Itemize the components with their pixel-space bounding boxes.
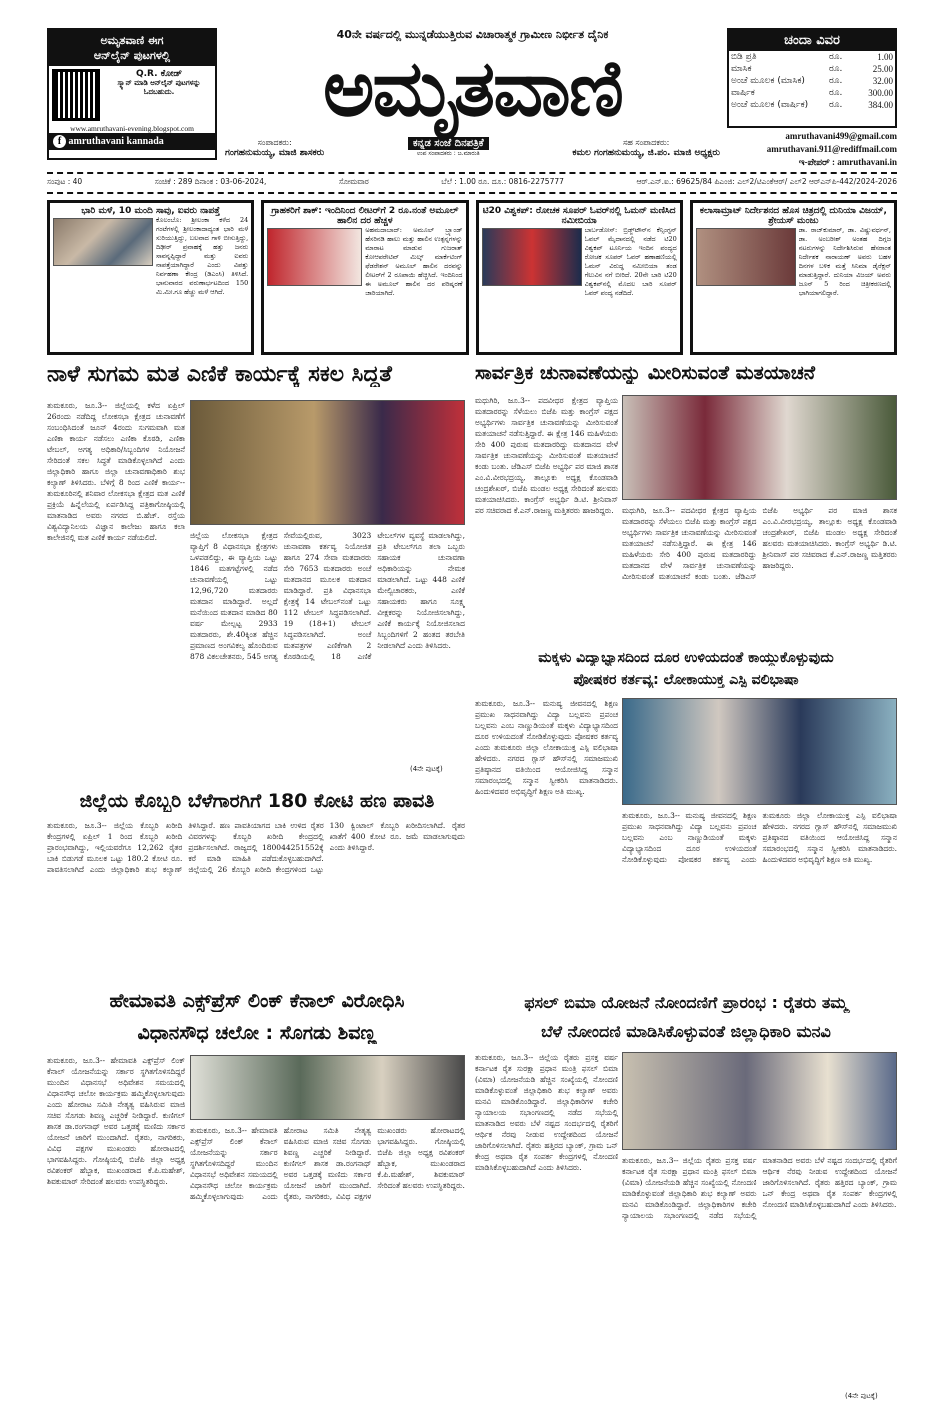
rate-amount: 384.00 (868, 100, 893, 110)
campaign-body: ಮಧುಗಿರಿ, ಜೂ.3-- ಪದವೀಧರ ಕ್ಷೇತ್ರದ ವ್ಯಾಪ್ತಿಯ ಮತದಾರರನ್ನು ಸೆಳೆಯಲು ಬಿಜೆಪಿ ಮತ್ತು ಕಾಂಗ್ರೆಸ್ ಪಕ್ಷದ ಅಭ್ಯರ್ಥಿಗಳು ಸಾರ್ವತ್ರಿಕ ಚುನಾವಣೆಯನ್ನು ಮೀರಿಸುವಂತೆ ಮತಯಾಚನೆ ನಡೆಸುತ್ತಿದ್ದಾರೆ. ಈ ಕ್ಷೇತ್ರ 146 ಮಹಿಳೆಯರು ಸೇರಿ 400 ಪುರುಷ ಮತದಾರರಿದ್ದು ಮತದಾನದ ವೇಳೆ ಸಾರ್ವತ್ರಿಕ ಚುನಾವಣೆಯನ್ನು ಮೀರಿಸುವಂತೆ ಮತಯಾಚನೆ ಕಂಡು ಬಂತು. ಜೆಡಿಎಸ್ ಬಿಜೆಪಿ ಅಭ್ಯರ್ಥಿ ಪರ ಮಾಜಿ ಶಾಸಕ ಎಂ.ವಿ.ವೀರಭದ್ರಯ್ಯ, ತಾಲ್ಲೂಕು ಅಧ್ಯಕ್ಷ ಕೊಂಡವಾಡಿ ಚಂದ್ರಶೇಖರ್, ಬಿಜೆಪಿ ಮಂಡಲ ಅಧ್ಯಕ್ಷ ಸೇರಿದಂತೆ ಹಲವರು ಮತಯಾಚಿಸಿದರು. ಕಾಂಗ್ರೆಸ್ ಅಭ್ಯರ್ಥಿ ಡಿ.ಟಿ. ಶ್ರೀನಿವಾಸ್ ಪರ ಸಚಿವರಾದ ಕೆ.ಎನ್.ರಾಜಣ್ಣ ಮತ್ತಿತರರು ಹಾಜರಿದ್ದರು. (475, 396, 618, 515)
email-2[interactable]: amruthavani.911@rediffmail.com (766, 144, 897, 154)
subscription-title: ಚಂದಾ ವಿವರ (729, 30, 895, 51)
weekday: ಸೋಮವಾರ (338, 177, 369, 186)
rate-amount: 25.00 (872, 64, 893, 74)
campaign-photo (622, 395, 897, 500)
rate-currency: ರೂ. (829, 64, 843, 74)
amul-photo (267, 228, 362, 286)
headline-campaign: ಸಾರ್ವತ್ರಿಕ ಚುನಾವಣೆಯನ್ನು ಮೀರಿಸುವಂತೆ ಮತಯಾಚನೆ (475, 362, 816, 384)
newspaper-title: ಅಮೃತವಾಣಿ (323, 44, 622, 134)
promo-title-2: ಆನ್‌ಲೈನ್ ಪುಟಗಳಲ್ಲಿ (93, 49, 171, 62)
cricket-photo (482, 228, 582, 286)
actors-photo (696, 228, 796, 286)
rate-currency: ರೂ. (829, 52, 843, 62)
campaign-body-cont: ಮಧುಗಿರಿ, ಜೂ.3-- ಪದವೀಧರ ಕ್ಷೇತ್ರದ ವ್ಯಾಪ್ತಿಯ ಮತದಾರರನ್ನು ಸೆಳೆಯಲು ಬಿಜೆಪಿ ಮತ್ತು ಕಾಂಗ್ರೆಸ್ ಪಕ್ಷದ ಅಭ್ಯರ್ಥಿಗಳು ಸಾರ್ವತ್ರಿಕ ಚುನಾವಣೆಯನ್ನು ಮೀರಿಸುವಂತೆ ಮತಯಾಚನೆ ನಡೆಸುತ್ತಿದ್ದಾರೆ. ಈ ಕ್ಷೇತ್ರ 146 ಮಹಿಳೆಯರು ಸೇರಿ 400 ಪುರುಷ ಮತದಾರರಿದ್ದು ಮತದಾನದ ವೇಳೆ ಸಾರ್ವತ್ರಿಕ ಚುನಾವಣೆಯನ್ನು ಮೀರಿಸುವಂತೆ ಮತಯಾಚನೆ ಕಂಡು ಬಂತು. ಜೆಡಿಎಸ್ ಬಿಜೆಪಿ ಅಭ್ಯರ್ಥಿ ಪರ ಮಾಜಿ ಶಾಸಕ ಎಂ.ವಿ.ವೀರಭದ್ರಯ್ಯ, ತಾಲ್ಲೂಕು ಅಧ್ಯಕ್ಷ ಕೊಂಡವಾಡಿ ಚಂದ್ರಶೇಖರ್, ಬಿಜೆಪಿ ಮಂಡಲ ಅಧ್ಯಕ್ಷ ಸೇರಿದಂತೆ ಹಲವರು ಮತಯಾಚಿಸಿದರು. ಕಾಂಗ್ರೆಸ್ ಅಭ್ಯರ್ಥಿ ಡಿ.ಟಿ. ಶ್ರೀನಿವಾಸ್ ಪರ ಸಚಿವರಾದ ಕೆ.ಎನ್.ರಾಜಣ್ಣ ಮತ್ತಿತರರು ಹಾಜರಿದ್ದರು. (622, 506, 897, 581)
subtitle: ಕನ್ನಡ ಸಂಜೆ ದಿನಪತ್ರಿಕೆ (408, 137, 489, 150)
divider (47, 192, 897, 194)
fasal-body-cont: ತುಮಕೂರು, ಜೂ.3-- ಜಿಲ್ಲೆಯ ರೈತರು ಪ್ರಸಕ್ತ ವರ್ಷ ಕರ್ನಾಟಕ ರೈತ ಸುರಕ್ಷಾ ಪ್ರಧಾನ ಮಂತ್ರಿ ಫಸಲ್ ಬಿಮಾ (ವಿಮಾ) ಯೋಜನೆಯಡಿ ಹೆಚ್ಚಿನ ಸಂಖ್ಯೆಯಲ್ಲಿ ನೋಂದಣಿ ಮಾಡಿಕೊಳ್ಳುವಂತೆ ಜಿಲ್ಲಾಧಿಕಾರಿ ಶುಭ ಕಲ್ಯಾಣ್ ಅವರು ಮನವಿ ಮಾಡಿಕೊಂಡಿದ್ದಾರೆ. ಜಿಲ್ಲಾಧಿಕಾರಿಗಳ ಕಚೇರಿ ನ್ಯಾಯಾಲಯ ಸಭಾಂಗಣದಲ್ಲಿ ನಡೆದ ಸಭೆಯಲ್ಲಿ ಮಾತನಾಡಿದ ಅವರು ಬೆಳೆ ನಷ್ಟದ ಸಂದರ್ಭದಲ್ಲಿ ರೈತರಿಗೆ ಆರ್ಥಿಕ ನೆರವು ನೀಡುವ ಉದ್ದೇಶದಿಂದ ಯೋಜನೆ ಜಾರಿಗೊಳಿಸಲಾಗಿದೆ. ರೈತರು ಹತ್ತಿರದ ಬ್ಯಾಂಕ್, ಗ್ರಾಮ ಒನ್ ಕೇಂದ್ರ ಅಥವಾ ರೈತ ಸಂಪರ್ಕ ಕೇಂದ್ರಗಳಲ್ಲಿ ನೋಂದಣಿ ಮಾಡಿಸಿಕೊಳ್ಳಬಹುದಾಗಿದೆ ಎಂದು ತಿಳಿಸಿದರು. (622, 1156, 897, 1220)
headline-fasal-1: ಫಸಲ್ ಬಿಮಾ ಯೋಜನೆ ನೋಂದಣಿಗೆ ಪ್ರಾರಂಭ : ರೈತರು ತಮ್ಮ (524, 993, 848, 1012)
masthead (225, 28, 720, 168)
epaper-link[interactable]: ಇ-ಪೇಪರ್ : amruthavani.in (798, 157, 897, 167)
co-editor-label: ಸಹ ಸಂಪಾದಕರು: (623, 138, 670, 147)
rate-label: ವಾರ್ಷಿಕ (731, 88, 755, 98)
headline-hemavathi-1: ಹೇಮಾವತಿ ಎಕ್ಸ್‌ಪ್ರೆಸ್ ಲಿಂಕ್ ಕೆನಾಲ್ ವಿರೋಧಿಸಿ (109, 990, 405, 1012)
counting-lead: ತುಮಕೂರು, ಜೂ.3-- ಜಿಲ್ಲೆಯಲ್ಲಿ ಕಳೆದ ಏಪ್ರಿಲ್ 26ರಂದು ನಡೆದಿದ್ದ ಲೋಕಸಭಾ ಕ್ಷೇತ್ರದ ಚುನಾವಣೆಗೆ ಸಂಬಂಧಿಸಿದಂತೆ ಜೂನ್ 4ರಂದು ಸುಗಮವಾಗಿ ಮತ ಎಣಿಕಾ ಕಾರ್ಯ ನಡೆಸಲು ಎಣಿಕಾ ಕೊಠಡಿ, ಎಣಿಕಾ ಟೇಬಲ್, ಅಗತ್ಯ ಅಧಿಕಾರಿ/ಸಿಬ್ಬಂದಿಗಳ ನಿಯೋಜನೆ ಸೇರಿದಂತೆ ಸಕಲ ಸಿದ್ಧತೆ ಮಾಡಿಕೊಳ್ಳಲಾಗಿದೆ ಎಂದು ಜಿಲ್ಲಾಧಿಕಾರಿ ಹಾಗೂ ಜಿಲ್ಲಾ ಚುನಾವಣಾಧಿಕಾರಿ ಶುಭ ಕಲ್ಯಾಣ್ ತಿಳಿಸಿದರು. ಬೆಳಿಗ್ಗೆ 8 ರಿಂದ ಎಣಿಕೆ ಕಾರ್ಯ-- ತುಮಕೂರಿನಲ್ಲಿ ಶನಿವಾರ ಲೋಕಸಭಾ ಕ್ಷೇತ್ರದ ಮತ ಎಣಿಕೆ ಪ್ರಕ್ರಿಯೆ ಹಿನ್ನೆಲೆಯಲ್ಲಿ ಏರ್ಪಡಿಸಿದ್ದ ಪತ್ರಿಕಾಗೋಷ್ಠಿಯಲ್ಲಿ ಮಾತನಾಡಿದ ಅವರು ನಗರದ ಬಿ.ಹೆಚ್. ರಸ್ತೆಯ ವಿಶ್ವವಿದ್ಯಾನಿಲಯ ವಿಜ್ಞಾನ ಕಾಲೇಜು ಹಾಗೂ ಕಲಾ ಕಾಲೇಜಿನಲ್ಲಿ ಮತ ಎಣಿಕೆ ಕಾರ್ಯ ನಡೆಯಲಿದೆ. (47, 401, 185, 542)
facebook-page[interactable]: amruthavani kannada (68, 136, 164, 147)
rate-amount: 300.00 (868, 88, 893, 98)
price-phone: ಬೆಲೆ : 1.00 ರೂ. ದೂ.: 0816-2275777 (441, 177, 564, 186)
website-link[interactable]: www.amruthavani-evening.blogspot.com (70, 124, 194, 133)
online-promo-box (47, 28, 217, 160)
subscription-row (729, 87, 895, 99)
rate-amount: 32.00 (872, 76, 893, 86)
subscription-row (729, 75, 895, 87)
rate-label: ಬಿಡಿ ಪ್ರತಿ (731, 52, 757, 62)
facebook-icon: f (53, 135, 66, 148)
rescue-photo (53, 218, 153, 266)
editor-name: ಗಂಗಹನುಮಯ್ಯ, ಮಾಜಿ ಶಾಸಕರು (225, 148, 325, 158)
news-box-rain[interactable] (47, 200, 254, 355)
divider (47, 172, 897, 174)
headline-lokayukta-1: ಮಕ್ಕಳು ವಿದ್ಯಾಭ್ಯಾಸದಿಂದ ದೂರ ಉಳಿಯದಂತೆ ಕಾಯ್ದುಕೊಳ್ಳುವುದು (538, 650, 834, 666)
subscription-row (729, 99, 895, 111)
rate-label: ಅಂಚೆ ಮೂಲಕ (ವಾರ್ಷಿಕ) (731, 100, 809, 110)
co-editor-name: ಕಮಲ ಗಂಗಹನುಮಯ್ಯ, ಜಿ.ಪಂ. ಮಾಜಿ ಅಧ್ಯಕ್ಷರು (572, 148, 720, 158)
lokayukta-body-cont: ತುಮಕೂರು, ಜೂ.3-- ಮನುಷ್ಯ ಜೀವನದಲ್ಲಿ ಶಿಕ್ಷಣ ಪ್ರಮುಖ ಸಾಧನವಾಗಿದ್ದು ವಿದ್ಯಾ ಬಲ್ಲವನು ಪ್ರಪಂಚ ಬಲ್ಲವನು ಎಂಬ ನಾಣ್ಣುಡಿಯಂತೆ ಮಕ್ಕಳು ವಿದ್ಯಾಭ್ಯಾಸದಿಂದ ದೂರ ಉಳಿಯದಂತೆ ನೋಡಿಕೊಳ್ಳುವುದು ಪೋಷಕರ ಕರ್ತವ್ಯ ಎಂದು ತುಮಕೂರು ಜಿಲ್ಲಾ ಲೋಕಾಯುಕ್ತ ಎಸ್ಪಿ ವಲಿಭಾಷಾ ಹೇಳಿದರು. ನಗರದ ಗ್ಲಾಸ್ ಹೌಸ್‌ನಲ್ಲಿ ಸಮಾಜಮುಖಿ ಪ್ರತಿಷ್ಠಾನದ ವತಿಯಿಂದ ಆಯೋಜಿಸಿದ್ದ ಸನ್ಮಾನ ಸಮಾರಂಭದಲ್ಲಿ ಸನ್ಮಾನ ಸ್ವೀಕರಿಸಿ ಮಾತನಾಡಿದರು. ಹಿಂದುಳಿದವರ ಅಭಿವೃದ್ಧಿಗೆ ಶಿಕ್ಷಣ ಅತಿ ಮುಖ್ಯ. (622, 811, 897, 864)
hemavathi-body-cont: ತುಮಕೂರು, ಜೂ.3-- ಹೇಮಾವತಿ ಎಕ್ಸ್‌ಪ್ರೆಸ್ ಲಿಂಕ್ ಕೆನಾಲ್ ಯೋಜನೆಯನ್ನು ಸರ್ಕಾರ ಸ್ಥಗಿತಗೊಳಿಸದಿದ್ದರೆ ಮುಂದಿನ ವಿಧಾನಸಭೆ ಅಧಿವೇಶನ ಸಮಯದಲ್ಲಿ ವಿಧಾನಸೌಧ ಚಲೋ ಕಾರ್ಯಕ್ರಮ ಹಮ್ಮಿಕೊಳ್ಳಲಾಗುವುದು ಎಂದು ಹೋರಾಟ ಸಮಿತಿ ನೇತೃತ್ವ ವಹಿಸಿರುವ ಮಾಜಿ ಸಚಿವ ಸೊಗಡು ಶಿವಣ್ಣ ಎಚ್ಚರಿಕೆ ನೀಡಿದ್ದಾರೆ. ಕುಣಿಗಲ್ ಶಾಸಕ ಡಾ.ರಂಗನಾಥ್ ಅವರ ಒತ್ತಡಕ್ಕೆ ಮಣಿದು ಸರ್ಕಾರ ಯೋಜನೆ ಜಾರಿಗೆ ಮುಂದಾಗಿದೆ. ರೈತರು, ನಾಗರಿಕರು, ವಿವಿಧ ಪಕ್ಷಗಳ ಮುಖಂಡರು ಹೋರಾಟದಲ್ಲಿ ಭಾಗವಹಿಸಿದ್ದರು. ಗೋಷ್ಠಿಯಲ್ಲಿ ಬಿಜೆಪಿ ಜಿಲ್ಲಾ ಅಧ್ಯಕ್ಷ ರವಿಶಂಕರ್ ಹೆಬ್ಬಾಕ, ಮುಖಂಡರಾದ ಕೆ.ಪಿ.ಮಹೇಶ್, ಶಿವಕುಮಾರ್ ಸೇರಿದಂತೆ ಹಲವರು ಉಪಸ್ಥಿತರಿದ್ದರು. (190, 1126, 465, 1201)
box-body: ಅಹಮದಾಬಾದ್: ಅಮೂಲ್ ಬ್ರ್ಯಾಂಡ್ ಹೆಸರಿನಡಿ ಹಾಲು ಮತ್ತು ಹಾಲಿನ ಉತ್ಪನ್ನಗಳನ್ನು ಮಾರಾಟ ಮಾಡುವ ಗುಜರಾತ್ ಕೋಆಪರೇಟಿವ್ ಮಿಲ್ಕ್ ಮಾರ್ಕೆಟಿಂಗ್ ಫೆಡರೇಶನ್ ಅಮೂಲ್ ಹಾಲಿನ ದರವನ್ನು ಲೀಟರ್‌ಗೆ 2 ರೂಪಾಯಿ ಹೆಚ್ಚಿಸಿದೆ. ಇಂದಿನಿಂದ ಈ ಅಮೂಲ್ ಹಾಲಿನ ದರ ಪರಿಷ್ಕರಣೆ ಜಾರಿಯಾಗಿದೆ. (365, 226, 463, 297)
promo-title-1: ಅಮೃತವಾಣಿ ಈಗ (100, 34, 164, 47)
box-headline: ಭಾರಿ ಮಳೆ, 10 ಮಂದಿ ಸಾವು, ಐವರು ನಾಪತ್ತೆ (81, 206, 220, 216)
registration: ಆರ್.ಎನ್.ಐ.: 69625/84 ಪಿಎಂಜಿ: ಎಲ್2/ಟಿಎಂಕೆಆರ್/ ಎಲ್2 ಆರ್‌ಎನ್‌ಪಿ-442/2024-2026 (636, 177, 897, 186)
headline-copra: ಜಿಲ್ಲೆಯ ಕೊಬ್ಬರಿ ಬೆಳೆಗಾರಗಿಗೆ 180 ಕೋಟಿ ಹಣ ಪಾವತಿ (79, 790, 435, 812)
meeting-photo (622, 1052, 897, 1150)
news-box-amul[interactable] (261, 200, 468, 355)
rate-label: ಮಾಸಿಕ (731, 64, 752, 74)
headline-hemavathi-2: ವಿಧಾನಸೌಧ ಚಲೋ : ಸೊಗಡು ಶಿವಣ್ಣ (137, 1022, 377, 1044)
copra-body: ತುಮಕೂರು, ಜೂ.3-- ಜಿಲ್ಲೆಯ ಕೊಬ್ಬರಿ ಖರೀದಿ ಕೇಂದ್ರಗಳಲ್ಲಿ ಏಪ್ರಿಲ್ 1 ರಿಂದ ಕೊಬ್ಬರಿ ಖರೀದಿ ಪ್ರಾರಂಭವಾಗಿದ್ದು, ಇಲ್ಲಿಯವರೆಗೂ 12,262 ರೈತರ ಬಾಕಿ ಬಿಡುಗಡೆ ಮೂಲಕ ಒಟ್ಟು 180.2 ಕೋಟಿ ರೂ. ಪಾವತಿಸಲಾಗಿದೆ ಎಂದು ಜಿಲ್ಲಾಧಿಕಾರಿ ಶುಭ ಕಲ್ಯಾಣ್ ತಿಳಿಸಿದ್ದಾರೆ. ಹಣ ಪಾವತಿಯಾಗದ ಬಾಕಿ ಉಳಿದ ರೈತರ ವಿವರಗಳನ್ನು ಕೊಬ್ಬರಿ ಖರೀದಿ ಕೇಂದ್ರದಲ್ಲಿ ಪ್ರದರ್ಶಿಸಲಾಗಿದೆ. ರಾಜ್ಯದಲ್ಲಿ 180044251552ಕ್ಕೆ ಕರೆ ಮಾಡಿ ಮಾಹಿತಿ ಪಡೆದುಕೊಳ್ಳಬಹುದಾಗಿದೆ. ಜಿಲ್ಲೆಯಲ್ಲಿ 26 ಕೊಬ್ಬರಿ ಖರೀದಿ ಕೇಂದ್ರಗಳಿಂದ ಒಟ್ಟು 130 ಕ್ವಿಂಟಾಲ್ ಕೊಬ್ಬರಿ ಖರೀದಿಸಲಾಗಿದೆ. ರೈತರ ಖಾತೆಗೆ 400 ಕೋಟಿ ರೂ. ಜಮೆ ಮಾಡಲಾಗುವುದು ಎಂದು ತಿಳಿಸಿದ್ದಾರೆ. (47, 821, 465, 874)
qr-text: ಸ್ಕ್ಯಾನ್ ಮಾಡಿ ಆನ್‌ಲೈನ್ ಪುಟಗಳನ್ನು ಓದಬಹುದು. (117, 79, 201, 96)
rate-currency: ರೂ. (829, 76, 843, 86)
email-1[interactable]: amruthavani499@gmail.com (785, 131, 897, 141)
editor-label: ಸಂಪಾದಕರು: (257, 138, 292, 147)
box-headline: ಕಲಾಸಾಮ್ರಾಟ್ ನಿರ್ದೇಶನದ ಹೊಸ ಚಿತ್ರದಲ್ಲಿ ದುನಿಯಾ ವಿಜಯ್, ಶ್ರೇಯಸ್ ಮಂಜು (699, 206, 887, 226)
box-headline: ಟಿ20 ವಿಶ್ವಕಪ್: ರೋಚಕ ಸೂಪರ್ ಓವರ್‌ನಲ್ಲಿ ಓಮನ್ ಮಣಿಸಿದ ನಮೀಬಿಯಾ (482, 206, 676, 226)
fasal-body: ತುಮಕೂರು, ಜೂ.3-- ಜಿಲ್ಲೆಯ ರೈತರು ಪ್ರಸಕ್ತ ವರ್ಷ ಕರ್ನಾಟಕ ರೈತ ಸುರಕ್ಷಾ ಪ್ರಧಾನ ಮಂತ್ರಿ ಫಸಲ್ ಬಿಮಾ (ವಿಮಾ) ಯೋಜನೆಯಡಿ ಹೆಚ್ಚಿನ ಸಂಖ್ಯೆಯಲ್ಲಿ ನೋಂದಣಿ ಮಾಡಿಕೊಳ್ಳುವಂತೆ ಜಿಲ್ಲಾಧಿಕಾರಿ ಶುಭ ಕಲ್ಯಾಣ್ ಅವರು ಮನವಿ ಮಾಡಿಕೊಂಡಿದ್ದಾರೆ. ಜಿಲ್ಲಾಧಿಕಾರಿಗಳ ಕಚೇರಿ ನ್ಯಾಯಾಲಯ ಸಭಾಂಗಣದಲ್ಲಿ ನಡೆದ ಸಭೆಯಲ್ಲಿ ಮಾತನಾಡಿದ ಅವರು ಬೆಳೆ ನಷ್ಟದ ಸಂದರ್ಭದಲ್ಲಿ ರೈತರಿಗೆ ಆರ್ಥಿಕ ನೆರವು ನೀಡುವ ಉದ್ದೇಶದಿಂದ ಯೋಜನೆ ಜಾರಿಗೊಳಿಸಲಾಗಿದೆ. ರೈತರು ಹತ್ತಿರದ ಬ್ಯಾಂಕ್, ಗ್ರಾಮ ಒನ್ ಕೇಂದ್ರ ಅಥವಾ ರೈತ ಸಂಪರ್ಕ ಕೇಂದ್ರಗಳಲ್ಲಿ ನೋಂದಣಿ ಮಾಡಿಸಿಕೊಳ್ಳಬಹುದಾಗಿದೆ ಎಂದು ತಿಳಿಸಿದರು. (475, 1053, 618, 1172)
volume: ಸಂಪುಟ : 40 (47, 177, 83, 186)
box-body: ಡಾ. ರಾಜ್‌ಕುಮಾರ್, ಡಾ. ವಿಷ್ಣುವರ್ಧನ್, ಡಾ. ಅಂಬರೀಶ್ ಅಂತಹ ದಿಗ್ಗಜ ನಟರುಗಳನ್ನು ನಿರ್ದೇಶಿಸಿರುವ ಹೆಸರಾಂತ ನಿರ್ದೇಶಕ ನಾರಾಯಣ್ ಅವರು ಬಹಳ ದಿನಗಳ ಬಳಿಕ ಮತ್ತೆ ಸಿನಿಮಾ ಡೈರೆಕ್ಷನ್ ಮಾಡುತ್ತಿದ್ದಾರೆ. ದುನಿಯಾ ವಿಜಯ್ ಅವರು ಜೂನ್ 5 ರಿಂದ ಚಿತ್ರೀಕರಣದಲ್ಲಿ ಭಾಗಿಯಾಗಲಿದ್ದಾರೆ. (798, 226, 891, 297)
tagline: 40ನೇ ವರ್ಷದಲ್ಲಿ ಮುನ್ನಡೆಯುತ್ತಿರುವ ವಿಚಾರಾತ್ಮಕ ಗ್ರಾಮೀಣ ನಿರ್ಭೀತ ದೈನಿಕ (336, 28, 609, 41)
protest-meeting-photo (190, 1055, 465, 1120)
rate-currency: ರೂ. (829, 100, 843, 110)
rate-currency: ರೂ. (829, 88, 843, 98)
qr-label: Q.R. ಕೋಡ್ (135, 69, 183, 79)
subscription-row (729, 51, 895, 63)
rate-amount: 1.00 (877, 52, 893, 62)
headline-counting: ನಾಳೆ ಸುಗಮ ಮತ ಎಣಿಕೆ ಕಾರ್ಯಕ್ಕೆ ಸಕಲ ಸಿದ್ಧತೆ (47, 362, 392, 387)
assoc-editor: ಉಪ ಸಂಪಾದಕರು : ಜ.ಮಾರುತಿ (417, 150, 480, 157)
news-box-cricket[interactable] (476, 200, 683, 355)
headline-fasal-2: ಬೆಳೆ ನೋಂದಣಿ ಮಾಡಿಸಿಕೊಳ್ಳುವಂತೆ ಜಿಲ್ಲಾಧಿಕಾರಿ ಮನವಿ (541, 1022, 831, 1041)
subscription-row (729, 63, 895, 75)
hemavathi-body: ತುಮಕೂರು, ಜೂ.3-- ಹೇಮಾವತಿ ಎಕ್ಸ್‌ಪ್ರೆಸ್ ಲಿಂಕ್ ಕೆನಾಲ್ ಯೋಜನೆಯನ್ನು ಸರ್ಕಾರ ಸ್ಥಗಿತಗೊಳಿಸದಿದ್ದರೆ ಮುಂದಿನ ವಿಧಾನಸಭೆ ಅಧಿವೇಶನ ಸಮಯದಲ್ಲಿ ವಿಧಾನಸೌಧ ಚಲೋ ಕಾರ್ಯಕ್ರಮ ಹಮ್ಮಿಕೊಳ್ಳಲಾಗುವುದು ಎಂದು ಹೋರಾಟ ಸಮಿತಿ ನೇತೃತ್ವ ವಹಿಸಿರುವ ಮಾಜಿ ಸಚಿವ ಸೊಗಡು ಶಿವಣ್ಣ ಎಚ್ಚರಿಕೆ ನೀಡಿದ್ದಾರೆ. ಕುಣಿಗಲ್ ಶಾಸಕ ಡಾ.ರಂಗನಾಥ್ ಅವರ ಒತ್ತಡಕ್ಕೆ ಮಣಿದು ಸರ್ಕಾರ ಯೋಜನೆ ಜಾರಿಗೆ ಮುಂದಾಗಿದೆ. ರೈತರು, ನಾಗರಿಕರು, ವಿವಿಧ ಪಕ್ಷಗಳ ಮುಖಂಡರು ಹೋರಾಟದಲ್ಲಿ ಭಾಗವಹಿಸಿದ್ದರು. ಗೋಷ್ಠಿಯಲ್ಲಿ ಬಿಜೆಪಿ ಜಿಲ್ಲಾ ಅಧ್ಯಕ್ಷ ರವಿಶಂಕರ್ ಹೆಬ್ಬಾಕ, ಮುಖಂಡರಾದ ಕೆ.ಪಿ.ಮಹೇಶ್, ಶಿವಕುಮಾರ್ ಸೇರಿದಂತೆ ಹಲವರು ಉಪಸ್ಥಿತರಿದ್ದರು. (47, 1056, 185, 1186)
headline-lokayukta-2: ಪೋಷಕರ ಕರ್ತವ್ಯ: ಲೋಕಾಯುಕ್ತ ಎಸ್ಪಿ ವಲಿಭಾಷಾ (573, 672, 799, 688)
box-body: ಕೊಲಂಬೊ: ಶ್ರೀಲಂಕಾ ಕಳೆದ 24 ಗಂಟೆಗಳಲ್ಲಿ ಶ್ರೀಲಂಕಾದಾದ್ಯಂತ ಭಾರಿ ಮಳೆ ಸುರಿಯುತ್ತಿದ್ದು, ಬಲವಾದ ಗಾಳಿ ಬೀಸುತ್ತಿದ್ದು, ದಿಢೀರ್ ಪ್ರವಾಹಕ್ಕೆ ಹತ್ತು ಜನರು ಸಾವನ್ನಪ್ಪಿದ್ದಾರೆ ಮತ್ತು ಐವರು ನಾಪತ್ತೆಯಾಗಿದ್ದಾರೆ ಎಂದು ವಿಪತ್ತು ನಿರ್ವಹಣಾ ಕೇಂದ್ರ (ಡಿಎಂಸಿ) ತಿಳಿಸಿದೆ. ಭಾನುವಾರದ ವರುಣಾರ್ಭಟದಿಂದ 150 ಮಿ.ಮೀ.ಗೂ ಹೆಚ್ಚು ಮಳೆ ಆಗಿದೆ. (156, 216, 249, 296)
box-headline: ಗ್ರಾಹಕರಿಗೆ ಶಾಕ್: ಇಂದಿನಿಂದ ಲೀಟರ್‌ಗೆ 2 ರೂ.ನಂತೆ ಅಮೂಲ್ ಹಾಲಿನ ದರ ಹೆಚ್ಚಳ (271, 206, 459, 226)
rate-label: ಅಂಚೆ ಮೂಲಕ (ಮಾಸಿಕ) (731, 76, 805, 86)
continued-label: (4ನೇ ಪುಟಕ್ಕೆ) (845, 1392, 878, 1400)
lokayukta-body: ತುಮಕೂರು, ಜೂ.3-- ಮನುಷ್ಯ ಜೀವನದಲ್ಲಿ ಶಿಕ್ಷಣ ಪ್ರಮುಖ ಸಾಧನವಾಗಿದ್ದು ವಿದ್ಯಾ ಬಲ್ಲವನು ಪ್ರಪಂಚ ಬಲ್ಲವನು ಎಂಬ ನಾಣ್ಣುಡಿಯಂತೆ ಮಕ್ಕಳು ವಿದ್ಯಾಭ್ಯಾಸದಿಂದ ದೂರ ಉಳಿಯದಂತೆ ನೋಡಿಕೊಳ್ಳುವುದು ಪೋಷಕರ ಕರ್ತವ್ಯ ಎಂದು ತುಮಕೂರು ಜಿಲ್ಲಾ ಲೋಕಾಯುಕ್ತ ಎಸ್ಪಿ ವಲಿಭಾಷಾ ಹೇಳಿದರು. ನಗರದ ಗ್ಲಾಸ್ ಹೌಸ್‌ನಲ್ಲಿ ಸಮಾಜಮುಖಿ ಪ್ರತಿಷ್ಠಾನದ ವತಿಯಿಂದ ಆಯೋಜಿಸಿದ್ದ ಸನ್ಮಾನ ಸಮಾರಂಭದಲ್ಲಿ ಸನ್ಮಾನ ಸ್ವೀಕರಿಸಿ ಮಾತನಾಡಿದರು. ಹಿಂದುಳಿದವರ ಅಭಿವೃದ್ಧಿಗೆ ಶಿಕ್ಷಣ ಅತಿ ಮುಖ್ಯ. (475, 699, 618, 796)
qr-code-icon[interactable] (52, 69, 100, 121)
continued-label: (4ನೇ ಪುಟಕ್ಕೆ) (410, 765, 443, 773)
press-meet-photo (190, 400, 465, 525)
counting-body: ಜಿಲ್ಲೆಯ ಲೋಕಸಭಾ ಕ್ಷೇತ್ರದ ವ್ಯಾಪ್ತಿಗೆ 8 ವಿಧಾನಸಭಾ ಕ್ಷೇತ್ರಗಳು ಒಳಪಡಲಿದ್ದು, ಈ ವ್ಯಾಪ್ತಿಯ ಒಟ್ಟು 1846 ಮತಗಟ್ಟೆಗಳಲ್ಲಿ ನಡೆದ ಚುನಾವಣೆಯಲ್ಲಿ ಒಟ್ಟು 12,96,720 ಮತದಾರರು ಮತದಾನ ಮಾಡಿದ್ದಾರೆ. ಅಲ್ಲದೆ ಮನೆಯಿಂದ ಮತದಾನ ಮಾಡಿದ 80 ವರ್ಷ ಮೇಲ್ಪಟ್ಟ 2933 ಮತದಾರರು, ಶೇ.40ಕ್ಕಿಂತ ಹೆಚ್ಚಿನ ಪ್ರಮಾಣದ ಅಂಗವಿಕಲ್ಯ ಹೊಂದಿರುವ 878 ವಿಕಲಚೇತನರು, 545 ಅಗತ್ಯ ಸೇವೆಯಲ್ಲಿರುವ, 3023 ಚುನಾವಣಾ ಕರ್ತವ್ಯ ನಿಯೋಜಿತ ಹಾಗೂ 274 ಸೇವಾ ಮತದಾರರು ಸೇರಿ 7653 ಮತದಾರರು ಅಂಚೆ ಮತದಾನದ ಮೂಲಕ ಮತದಾನ ಮಾಡಿದ್ದಾರೆ. ಪ್ರತಿ ವಿಧಾನಸಭಾ ಕ್ಷೇತ್ರಕ್ಕೆ 14 ಟೇಬಲ್‌ನಂತೆ ಒಟ್ಟು 112 ಟೇಬಲ್ ಸಿದ್ಧಪಡಿಸಲಾಗಿದೆ. 19 (18+1) ಟೇಬಲ್ ಸಿದ್ಧಪಡಿಸಲಾಗಿದೆ. ಅಂಚೆ ಮತಪತ್ರಗಳ ಎಣಿಕೆಗಾಗಿ 2 ಕೊಠಡಿಯಲ್ಲಿ 18 ಎಣಿಕೆ ಟೇಬಲ್‌ಗಳ ವ್ಯವಸ್ಥೆ ಮಾಡಲಾಗಿದ್ದು, ಪ್ರತಿ ಟೇಬಲ್‌ಗೂ ತಲಾ ಒಬ್ಬರು ಸಹಾಯಕ ಚುನಾವಣಾ ಅಧಿಕಾರಿಯನ್ನು ನೇಮಕ ಮಾಡಲಾಗಿದೆ. ಒಟ್ಟು 448 ಎಣಿಕೆ ಮೇಲ್ವಿಚಾರಕರು, ಎಣಿಕೆ ಸಹಾಯಕರು ಹಾಗೂ ಸೂಕ್ಷ್ಮ ವೀಕ್ಷಕರನ್ನು ನಿಯೋಜಿಸಲಾಗಿದ್ದು, ಎಣಿಕೆ ಕಾರ್ಯಕ್ಕೆ ನಿಯೋಜಿಸಲಾದ ಸಿಬ್ಬಂದಿಗಳಿಗೆ 2 ಹಂತದ ತರಬೇತಿ ನೀಡಲಾಗಿದೆ ಎಂದು ತಿಳಿಸಿದರು. (190, 531, 465, 661)
subscription-box (727, 28, 897, 128)
news-box-film[interactable] (690, 200, 897, 355)
issue-date: ಸಂಚಿಕೆ : 289 ದಿನಾಂಕ : 03-06-2024, (154, 177, 267, 186)
info-bar (47, 177, 897, 187)
felicitation-photo (622, 698, 897, 805)
box-body: ಬಾರ್ಬಡೋಸ್: ಬ್ರಿಡ್ಜ್‌ಟೌನ್‌ನ ಕೆನ್ಸಿಂಗ್ಟನ್ ಓವಲ್ ಮೈದಾನದಲ್ಲಿ ನಡೆದ ಟಿ20 ವಿಶ್ವಕಪ್ ಟೂರ್ನಿಯ ಇಂದಿನ ಪಂದ್ಯದ ರೋಚಕ ಸೂಪರ್ ಓವರ್ ಹಣಾಹಣಿಯಲ್ಲಿ ಓಮನ್ ವಿರುದ್ಧ ನಮೀಬಿಯಾ ತಂಡ ಗೆಲುವಿನ ನಗೆ ಬೀರಿದೆ. 20ನೇ ಬಾರಿ ಟಿ20 ವಿಶ್ವಕಪ್‌ನಲ್ಲಿ ಮೊದಲ ಬಾರಿ ಸೂಪರ್ ಓವರ್ ಪಂದ್ಯ ನಡೆದಿದೆ. (584, 226, 677, 297)
top-news-row (47, 200, 897, 355)
